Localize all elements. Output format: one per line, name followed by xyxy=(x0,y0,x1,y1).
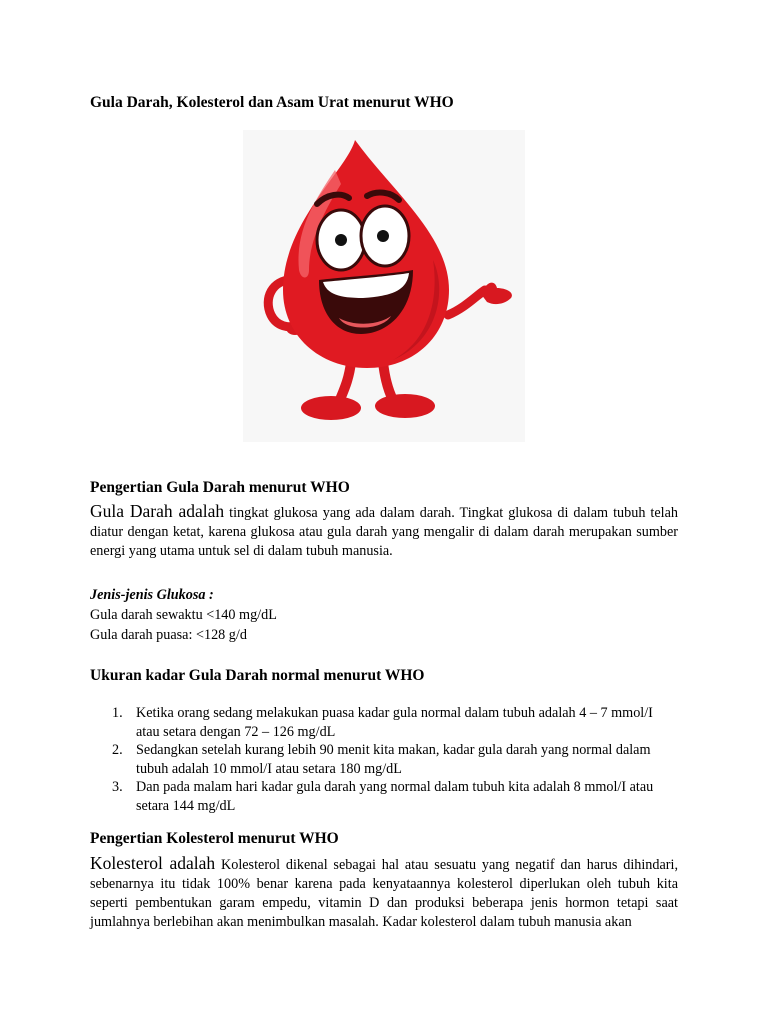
list-text: Dan pada malam hari kadar gula darah yang normal dalam tubuh kita adalah 8 mmol/I atau setara 144 mg/dL xyxy=(136,779,654,814)
list-item xyxy=(112,741,672,778)
list-item: Gula darah puasa: <128 g/d xyxy=(90,627,247,643)
list-text: Sedangkan setelah kurang lebih 90 menit kita makan, kadar gula darah yang normal dalam tubuh adalah 10 mmol/I atau setara 180 mg/dL xyxy=(136,742,651,777)
body-kolesterol: Kolesterol dikenal sebagai hal atau sesuatu yang negatif dan harus dihindari, sebenarnya itu tidak 100% benar karena pada kenyataannya kolesterol diperlukan oleh tubuh kita seperti pembentukan garam empedu, vitamin D dan produksi beberapa jenis hormon tetapi saat jumlahnya berlebihan akan menimbulkan masalah. Kadar kolesterol dalam tubuh manusia akan xyxy=(90,857,678,930)
list-text: Ketika orang sedang melakukan puasa kadar gula normal dalam tubuh adalah 4 – 7 mmol/I atau setara dengan 72 – 126 mg/dL xyxy=(136,705,653,740)
list-item: Gula darah sewaktu <140 mg/dL xyxy=(90,607,277,623)
list-item xyxy=(112,704,672,741)
blood-drop-mascot-icon xyxy=(243,130,525,442)
heading-ukuran-kadar: Ukuran kadar Gula Darah normal menurut WHO xyxy=(90,667,425,684)
paragraph-gula-darah xyxy=(90,502,678,561)
list-number: 2. xyxy=(112,742,123,758)
blood-drop-illustration xyxy=(243,130,525,442)
list-number: 3. xyxy=(112,779,123,795)
paragraph-kolesterol xyxy=(90,854,678,932)
label-jenis-glukosa: Jenis-jenis Glukosa : xyxy=(90,587,214,603)
lead-gula-darah: Gula Darah adalah xyxy=(90,501,225,521)
lead-kolesterol: Kolesterol adalah xyxy=(90,853,216,873)
list-item xyxy=(112,778,672,815)
list-number: 1. xyxy=(112,705,123,721)
ordered-list-ukuran xyxy=(112,704,672,815)
heading-pengertian-kolesterol: Pengertian Kolesterol menurut WHO xyxy=(90,830,339,847)
body-gula-darah: tingkat glukosa yang ada dalam darah. Tingkat glukosa di dalam tubuh telah diatur dengan ketat, karena glukosa atau gula darah yang mengalir di dalam darah merupakan sumber energi yang utama untuk sel di dalam tubuh manusia. xyxy=(90,505,679,559)
document-title: Gula Darah, Kolesterol dan Asam Urat menurut WHO xyxy=(90,94,454,111)
heading-pengertian-gula-darah: Pengertian Gula Darah menurut WHO xyxy=(90,479,350,496)
